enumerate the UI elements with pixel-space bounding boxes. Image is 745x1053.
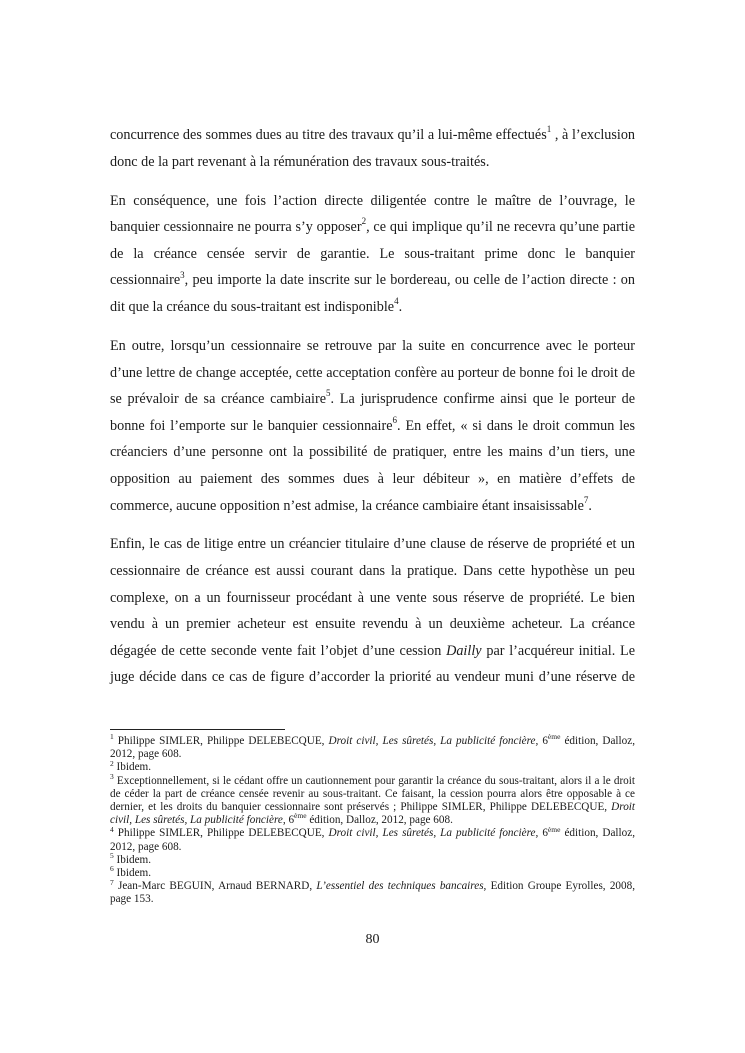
note-reference: 4: [394, 296, 399, 307]
note-reference: 4: [110, 824, 114, 834]
italic-text: Dailly: [446, 642, 482, 659]
italic-text: L’essentiel des techniques bancaires: [316, 880, 484, 893]
text-run: Enfin, le cas de litige entre un créancier titulaire d’une clause de réserve de propriété et un cessionnaire de créance est aussi courant dans la pratique. Dans cette hypothèse un peu complexe, on a un fournisseur procédant à une vente sous réserve de propriété. Le bien vendu à un premier acheteur est ensuite revendu à un deuxième acheteur. La créance dégagée de cette seconde vente fait l’objet d’une cession: [110, 536, 635, 659]
body-text: [110, 122, 635, 703]
note-reference: 5: [110, 851, 114, 861]
text-run: , Edition Groupe Eyrolles, 2008, page 153.: [110, 880, 635, 906]
text-run: Jean-Marc BEGUIN, Arnaud BERNARD,: [113, 880, 317, 893]
text-run: .: [588, 497, 592, 514]
footnote: [110, 877, 635, 906]
text-run: 6: [538, 827, 548, 840]
body-paragraph: [110, 333, 635, 519]
text-run: , peu importe la date inscrite sur le bordereau, ou celle de l’action directe : on dit que la créance du sous-traitant est indisponible: [110, 272, 635, 315]
text-run: En conséquence, une fois l’action directe diligentée contre le maître de l’ouvrage, le banquier cessionnaire ne pourra s’y opposer: [110, 192, 635, 236]
note-reference: 1: [546, 124, 552, 135]
note-reference: 3: [180, 269, 185, 280]
note-reference: ème: [294, 811, 307, 821]
text-run: édition, Dalloz, 2012, page 608.: [306, 814, 453, 827]
note-reference: 6: [392, 414, 398, 425]
footnote: [110, 771, 635, 828]
note-reference: 7: [110, 877, 114, 887]
text-run: . La jurisprudence confirme ainsi que le porteur de bonne foi l’emporte sur le banquier cessionnaire: [110, 391, 635, 434]
text-run: Ibidem.: [113, 853, 152, 866]
note-reference: 1: [110, 732, 114, 742]
text-run: En outre, lorsqu’un cessionnaire se retrouve par la suite en concurrence avec le porteur d’une lettre de change acceptée, cette acceptation confère au porteur de bonne foi le droit de se prévaloir de sa créance cambiaire: [110, 337, 635, 408]
footnote-separator: [110, 729, 285, 730]
text-run: , à l’exclusion donc de la part revenant à la rémunération des travaux sous-traités.: [110, 127, 636, 170]
text-run: Ibidem.: [113, 867, 152, 880]
footnote: [110, 851, 635, 867]
italic-text: Droit civil, Les sûretés, La publicité foncière,: [110, 801, 635, 827]
text-run: Exceptionnellement, si le cédant offre un cautionnement pour garantir la créance du sous-traitant, alors il a le droit de céder la part de créance censée revenir au sous-traitant. Ce faisant, la cession pourra alors être opposable à ce dernier, et les droits du banquier cessionnaire sont préservés ; Philippe SIMLER, Philippe DELEBECQUE,: [110, 774, 635, 814]
note-reference: 2: [110, 758, 114, 768]
page-number: 80: [365, 932, 380, 947]
text-run: . En effet, « si dans le droit commun les créanciers d’une personne ont la possibilité de pratiquer, entre les mains d’un tiers, une opposition au paiement des sommes dues à leur débiteur », en matière d’effets de commerce, aucune opposition n’est admise, la créance cambiaire étant insaisissable: [110, 417, 635, 514]
note-reference: ème: [547, 732, 561, 742]
text-run: édition, Dalloz, 2012, page 608.: [110, 827, 635, 853]
text-run: Philippe SIMLER, Philippe DELEBECQUE,: [113, 735, 329, 747]
text-run: , ce qui implique qu’il ne recevra qu’une partie de la créance censée servir de garantie. Le sous-traitant prime donc le banquier cessionnaire: [110, 219, 635, 289]
note-reference: 6: [110, 864, 114, 874]
text-run: Ibidem.: [113, 761, 152, 774]
italic-text: Droit civil, Les sûretés, La publicité foncière,: [328, 735, 539, 747]
footnote: [110, 758, 635, 774]
body-paragraph: [110, 531, 635, 691]
footnote: [110, 732, 635, 761]
note-reference: 2: [361, 216, 367, 227]
text-run: édition, Dalloz, 2012, page 608.: [110, 735, 635, 761]
text-run: 6: [538, 735, 548, 747]
text-run: .: [398, 298, 403, 315]
note-reference: 7: [583, 494, 589, 505]
body-paragraph: [110, 122, 635, 175]
note-reference: ème: [547, 824, 561, 834]
italic-text: Droit civil, Les sûretés, La publicité foncière,: [328, 827, 539, 840]
body-paragraph: [110, 188, 635, 321]
text-run: 6: [285, 814, 295, 827]
footnote: [110, 864, 635, 880]
text-run: par l’acquéreur initial. Le juge décide dans ce cas de figure d’accorder la priorité au vendeur muni d’une réserve de: [110, 642, 635, 686]
note-reference: 5: [326, 388, 331, 399]
text-run: concurrence des sommes dues au titre des travaux qu’il a lui-même effectués: [110, 127, 547, 143]
footnotes: [110, 732, 635, 907]
text-run: Philippe SIMLER, Philippe DELEBECQUE,: [113, 827, 329, 840]
note-reference: 3: [110, 771, 114, 781]
footnote: [110, 824, 635, 853]
